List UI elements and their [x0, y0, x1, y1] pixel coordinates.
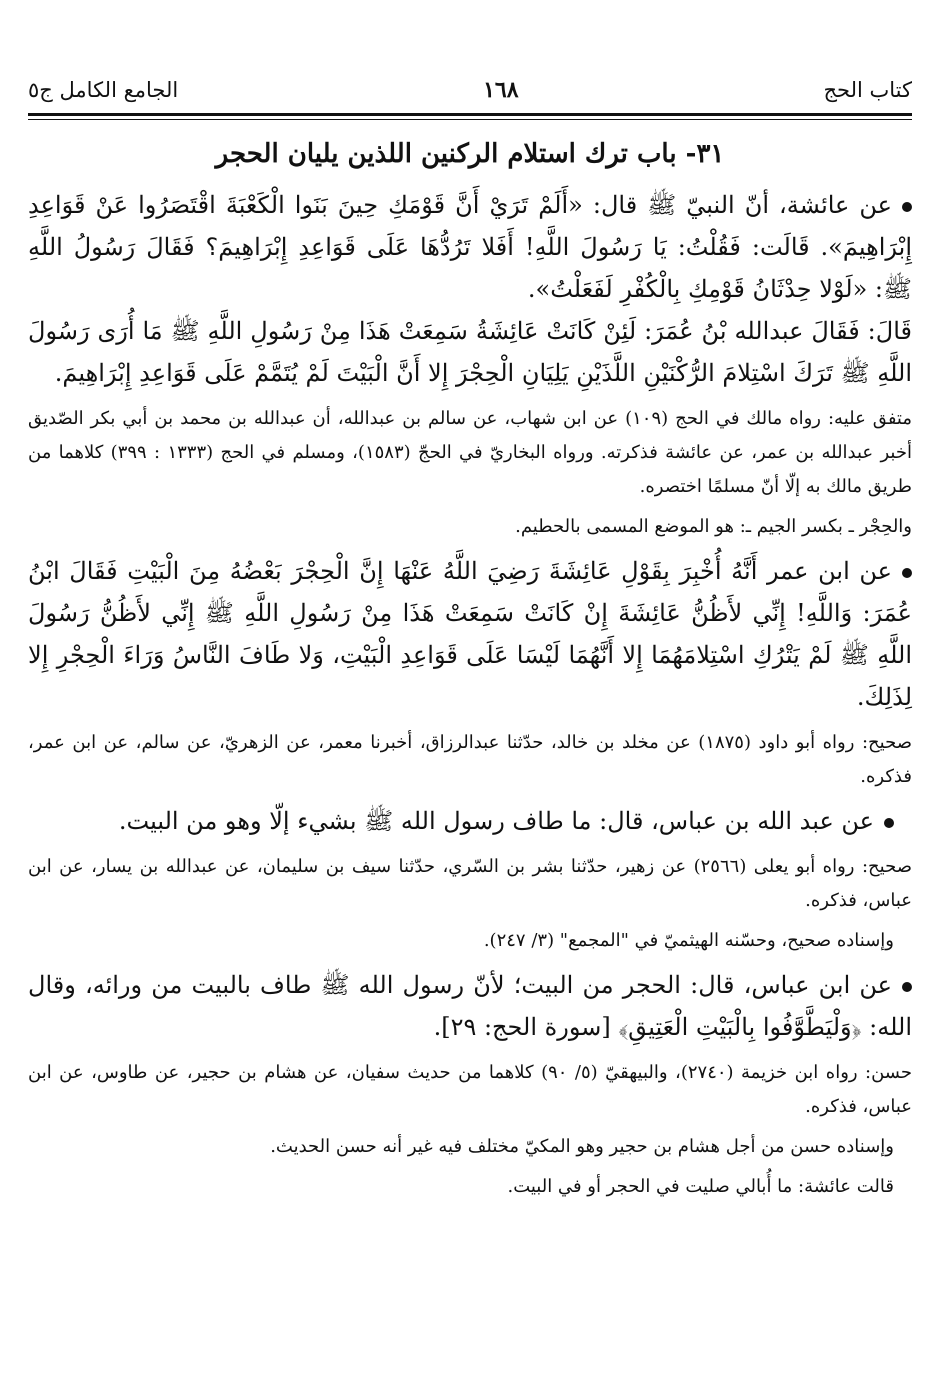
isnad-note: وإسناده صحيح، وحسّنه الهيثميّ في "المجمع" (٣/ ٢٤٧).: [483, 930, 894, 951]
takhrij-note: متفق عليه: رواه مالك في الحج (١٠٩) عن ابن شهاب، عن سالم بن عبدالله، أن عبدالله بن محمد بن أبي بكر الصّديق أخبر عبدالله بن عمر، عن عائشة فذكرته. ورواه البخاريّ في الحجّ (١٥٨٣)، ومسلم في الحج (١٣٣٣ : ٣٩٩) كلاهما من طريق مالك به إلّا أنّ مسلمًا اختصره.: [28, 408, 912, 497]
takhrij-note: صحيح: رواه أبو داود (١٨٧٥) عن مخلد بن خالد، حدّثنا عبدالرزاق، أخبرنا معمر، عن الزهريّ، عن سالم، عن ابن عمر، فذكره.: [28, 732, 913, 787]
hadith-block-1: [28, 184, 912, 544]
header-rule: [28, 113, 912, 116]
hadith-text: [28, 800, 912, 842]
hadith-block-3: [28, 800, 912, 958]
gloss-note: والحِجْر ـ بكسر الجيم ـ: هو الموضع المسمى بالحطيم.: [515, 516, 912, 537]
volume-title: الجامع الكامل ج٥: [28, 78, 179, 102]
bullet-icon: [902, 202, 912, 212]
chapter-title: ٣١- باب ترك استلام الركنين اللذين يليان الحجر: [215, 139, 725, 169]
hadith-block-4: [28, 964, 912, 1204]
bullet-icon: [902, 982, 912, 992]
athar-note: قالت عائشة: ما أُبالي صليت في الحجر أو في البيت.: [507, 1176, 894, 1197]
hadith-body: عن عبد الله بن عباس، قال: ما طاف رسول الله ﷺ بشيء إلّا وهو من البيت.: [118, 807, 874, 835]
page-number: ١٦٨: [483, 77, 519, 103]
bullet-icon: [902, 568, 912, 578]
hadith-text: [28, 550, 912, 718]
page-content: [28, 134, 912, 1210]
running-header: [28, 72, 912, 108]
hadith-body: عن ابن عمر أَنَّهُ أُخْبِرَ بِقَوْلِ عَائِشَةَ رَضِيَ اللَّهُ عَنْهَا إِنَّ الْحِجْرَ بَعْضُهُ مِنَ الْبَيْتِ فَقَالَ ابْنُ عُمَرَ: وَاللَّهِ! إِنِّي لأَظُنُّ عَائِشَةَ إِنْ كَانَتْ سَمِعَتْ هَذَا مِنْ رَسُولِ اللَّهِ ﷺ إِنِّي لأَظُنُّ رَسُولَ اللَّهِ ﷺ لَمْ يَتْرُكِ اسْتِلامَهُمَا إِلا أَنَّهُمَا لَيْسَا عَلَى قَوَاعِدِ الْبَيْتِ، وَلا طَافَ النَّاسُ وَرَاءَ الْحِجْرِ إِلا لِذَلِكَ.: [28, 557, 913, 711]
hadith-body: عن ابن عباس، قال: الحجر من البيت؛ لأنّ رسول الله ﷺ طاف بالبيت من ورائه، وقال الله: ﴿وَلْيَطَّوَّفُوا بِالْبَيْتِ الْعَتِيقِ﴾ [سورة الحج: ٢٩].: [28, 971, 912, 1041]
isnad-note: وإسناده حسن من أجل هشام بن حجير وهو المكيّ مختلف فيه غير أنه حسن الحديث.: [270, 1136, 894, 1157]
takhrij-note: صحيح: رواه أبو يعلى (٢٥٦٦) عن زهير، حدّثنا بشر بن السّري، حدّثنا سيف بن سليمان، عن عبدالله بن يسار، عن ابن عباس، فذكره.: [28, 856, 912, 911]
takhrij-note: حسن: رواه ابن خزيمة (٢٧٤٠)، والبيهقيّ (٥/ ٩٠) كلاهما من حديث سفيان، عن هشام بن حجير، عن طاوس، عن ابن عباس، فذكره.: [28, 1062, 912, 1117]
bullet-icon: [884, 818, 894, 828]
hadith-continuation: قَالَ: فَقَالَ عبدالله بْنُ عُمَرَ: لَئِنْ كَانَتْ عَائِشَةُ سَمِعَتْ هَذَا مِنْ رَسُولِ اللَّهِ ﷺ مَا أُرَى رَسُولَ اللَّهِ ﷺ تَرَكَ اسْتِلامَ الرُّكْنَيْنِ اللَّذَيْنِ يَلِيَانِ الْحِجْرَ إِلا أَنَّ الْبَيْتَ لَمْ يُتَمَّمْ عَلَى قَوَاعِدِ إِبْرَاهِيمَ.: [28, 317, 912, 387]
hadith-body: عن عائشة، أنّ النبيّ ﷺ قال: «أَلَمْ تَرَيْ أَنَّ قَوْمَكِ حِينَ بَنَوا الْكَعْبَةَ اقْتَصَرُوا عَنْ قَوَاعِدِ إِبْرَاهِيمَ». قَالَت: فَقُلْتُ: يَا رَسُولَ اللَّهِ! أَفَلا تَرُدُّهَا عَلَى قَوَاعِدِ إِبْرَاهِيمَ؟ فَقَالَ رَسُولُ اللَّهِ ﷺ: «لَوْلا حِدْثَانُ قَوْمِكِ بِالْكُفْرِ لَفَعَلْتُ».: [28, 191, 912, 303]
hadith-text: [28, 964, 912, 1048]
book-title: كتاب الحج: [823, 78, 912, 102]
hadith-block-2: [28, 550, 912, 794]
hadith-text: [28, 184, 912, 310]
header-rule-thin: [28, 119, 912, 120]
